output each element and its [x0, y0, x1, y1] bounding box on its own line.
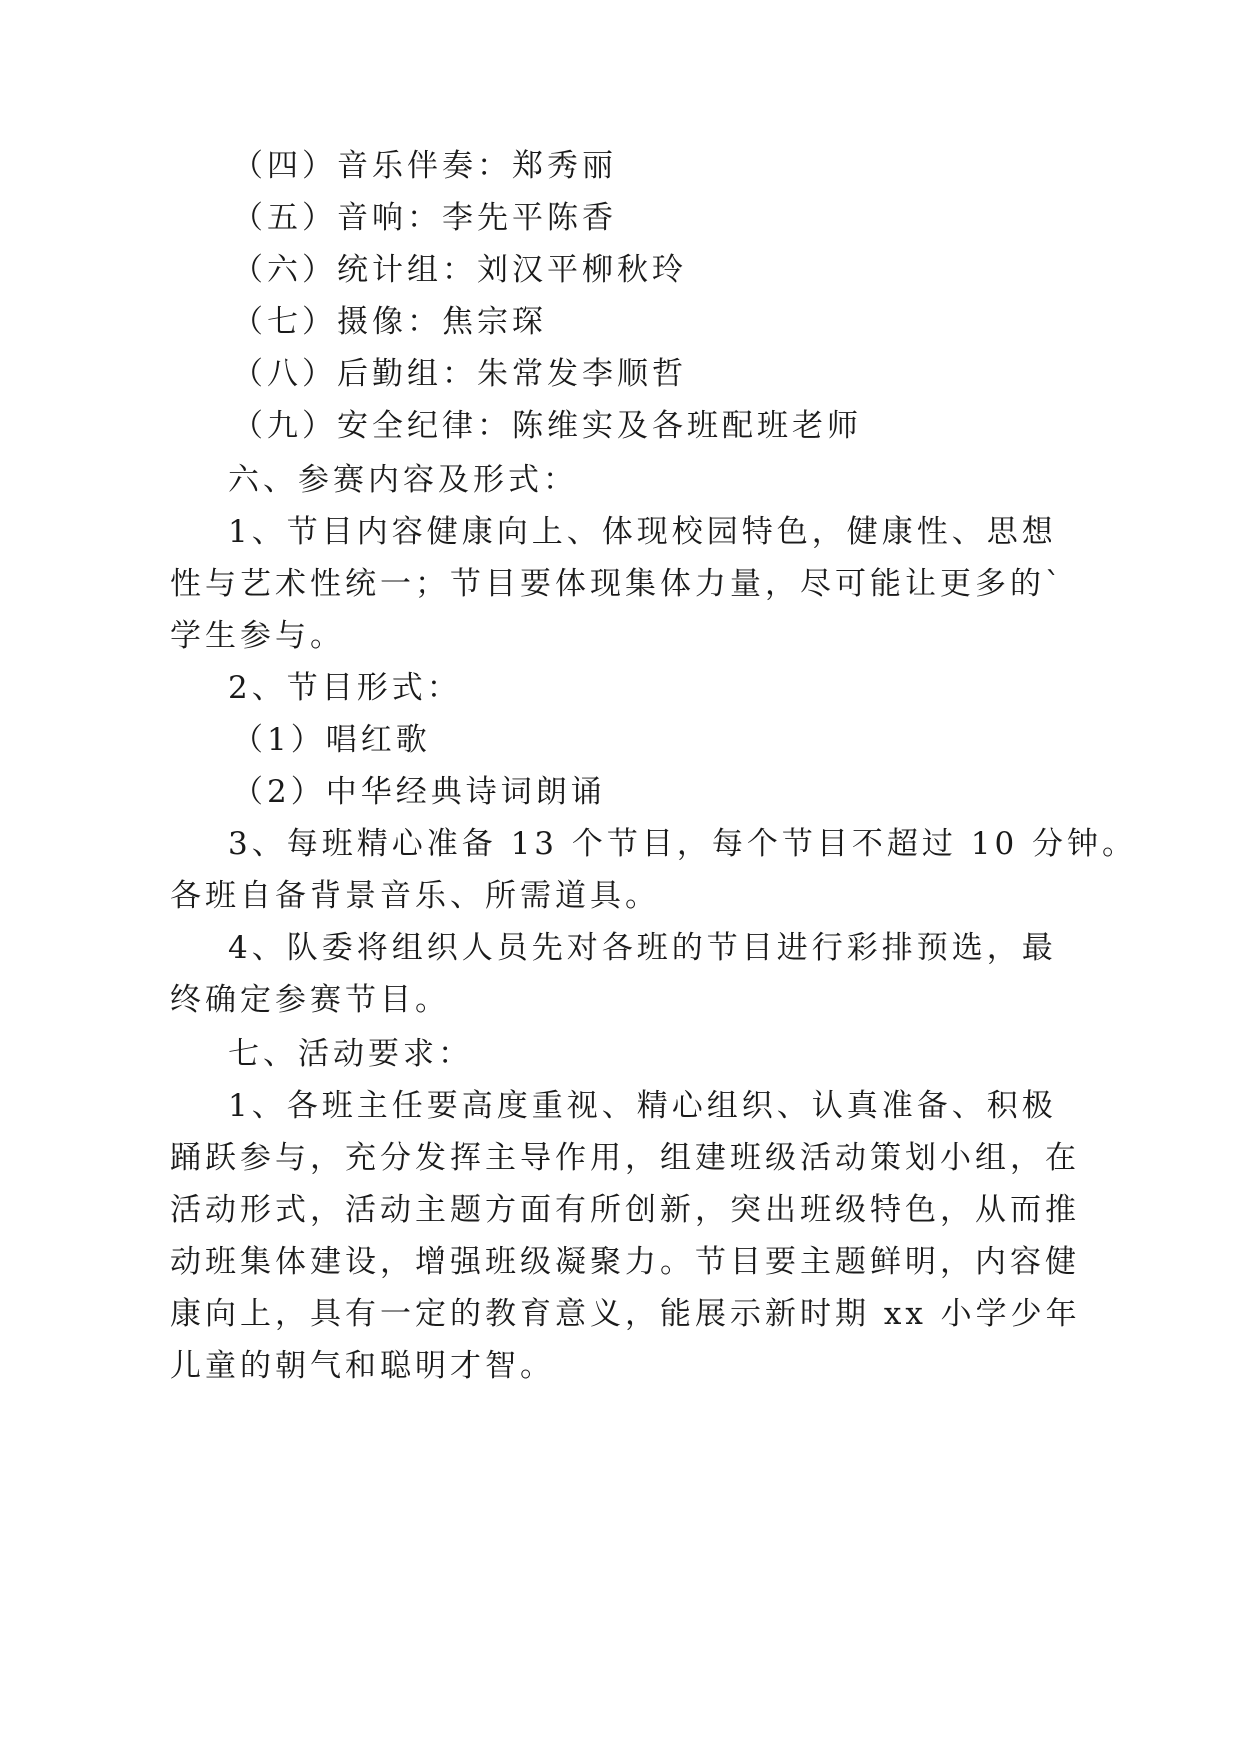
staff-item-logistics: （八）后勤组：朱常发李顺哲: [232, 356, 687, 392]
staff-item-sound: （五）音响：李先平陈香: [232, 200, 617, 236]
section7-p1-line4: 动班集体建设，增强班级凝聚力。节目要主题鲜明，内容健: [170, 1244, 1080, 1280]
staff-item-camera: （七）摄像：焦宗琛: [232, 304, 547, 340]
section7-heading: 七、活动要求：: [228, 1036, 473, 1072]
staff-item-statistics: （六）统计组：刘汉平柳秋玲: [232, 252, 687, 288]
staff-item-safety: （九）安全纪律：陈维实及各班配班老师: [232, 408, 862, 444]
section6-p2: 2、节目形式：: [228, 670, 462, 706]
form-item-poetry: （2）中华经典诗词朗诵: [232, 774, 606, 810]
section7-p1-line6: 儿童的朝气和聪明才智。: [170, 1348, 555, 1384]
section6-p3-line1: 3、每班精心准备 13 个节目，每个节目不超过 10 分钟。: [228, 826, 1138, 862]
section7-p1-line2: 踊跃参与，充分发挥主导作用，组建班级活动策划小组，在: [170, 1140, 1080, 1176]
staff-item-music: （四）音乐伴奏：郑秀丽: [232, 148, 617, 184]
form-item-red-songs: （1）唱红歌: [232, 722, 431, 758]
section6-heading: 六、参赛内容及形式：: [228, 462, 578, 498]
section6-p1-line1: 1、节目内容健康向上、体现校园特色，健康性、思想: [228, 514, 1057, 550]
section6-p1-line2: 性与艺术性统一；节目要体现集体力量，尽可能让更多的`: [170, 566, 1065, 602]
section7-p1-line3: 活动形式，活动主题方面有所创新，突出班级特色，从而推: [170, 1192, 1080, 1228]
section6-p4-line1: 4、队委将组织人员先对各班的节目进行彩排预选，最: [228, 930, 1057, 966]
section6-p4-line2: 终确定参赛节目。: [170, 982, 450, 1018]
section6-p1-line3: 学生参与。: [170, 618, 345, 654]
section6-p3-line2: 各班自备背景音乐、所需道具。: [170, 878, 660, 914]
section7-p1-line1: 1、各班主任要高度重视、精心组织、认真准备、积极: [228, 1088, 1057, 1124]
section7-p1-line5: 康向上，具有一定的教育意义，能展示新时期 xx 小学少年: [170, 1296, 1081, 1332]
